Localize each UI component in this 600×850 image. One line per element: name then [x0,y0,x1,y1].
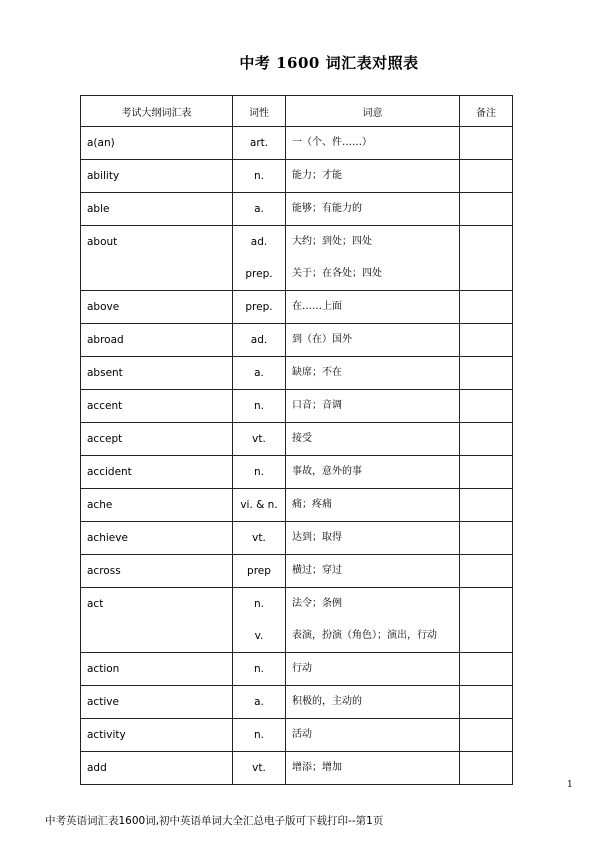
meaning-cell [286,226,460,291]
note-cell [460,752,513,785]
note-cell [460,324,513,357]
meaning-cell [286,752,460,785]
word-cell [81,160,233,193]
table-row [81,357,513,390]
meaning-cell [286,653,460,686]
meaning-text: 法令；条例 [292,598,342,609]
word-text: add [87,762,107,774]
pos-cell [233,160,286,193]
table-row [81,686,513,719]
pos-cell [233,522,286,555]
meaning-text: 缺席；不在 [292,367,342,378]
word-cell [81,357,233,390]
table-row [81,752,513,785]
word-cell [81,456,233,489]
word-text: across [87,565,121,577]
pos-text: vt. [252,433,266,445]
note-cell [460,390,513,423]
header-word: 考试大纲词汇表 [81,96,233,127]
word-text: accident [87,466,132,478]
footer-caption: 中考英语词汇表1600词,初中英语单词大全汇总电子版可下载打印--第1页 [45,815,384,827]
table-row [81,456,513,489]
meaning-text: 能力；才能 [292,170,342,181]
meaning-cell [286,719,460,752]
word-text: activity [87,729,126,741]
note-cell [460,160,513,193]
note-cell [460,686,513,719]
pos-cell [233,423,286,456]
table-row [81,719,513,752]
word-text: accept [87,433,123,445]
word-cell [81,653,233,686]
word-cell [81,588,233,653]
note-cell [460,193,513,226]
note-cell [460,456,513,489]
word-cell [81,193,233,226]
word-cell [81,522,233,555]
meaning-text: 增添；增加 [292,762,342,773]
note-cell [460,423,513,456]
word-text: able [87,203,110,215]
word-cell [81,489,233,522]
pos-cell [233,686,286,719]
word-cell [81,390,233,423]
table-header-row [81,96,513,127]
word-cell [81,686,233,719]
pos-text: prep. [245,268,273,280]
meaning-text: 口音；音调 [292,400,342,411]
meaning-cell [286,423,460,456]
word-cell [81,127,233,160]
pos-text: vi. & n. [240,499,278,511]
word-text: above [87,301,120,313]
word-cell [81,291,233,324]
header-note: 备注 [460,96,513,127]
page-title: 中考 1600 词汇表对照表 [239,54,419,72]
table-row [81,127,513,160]
word-text: ache [87,499,113,511]
meaning-text: 大约；到处；四处 [292,236,372,247]
pos-text: ad. [250,334,268,346]
meaning-text: 关于；在各处；四处 [292,268,382,279]
table-row [81,390,513,423]
pos-cell [233,357,286,390]
table-row [81,653,513,686]
meaning-text: 能够；有能力的 [292,203,362,214]
header-pos: 词性 [233,96,286,127]
pos-cell [233,390,286,423]
pos-text: vt. [252,532,266,544]
meaning-text: 活动 [292,729,312,740]
pos-cell [233,324,286,357]
pos-text: n. [254,466,264,478]
meaning-text: 到（在）国外 [292,334,352,345]
pos-cell [233,226,286,291]
note-cell [460,522,513,555]
meaning-text: 在……上面 [292,301,342,312]
word-text: about [87,236,118,248]
pos-cell [233,193,286,226]
meaning-cell [286,588,460,653]
word-text: accent [87,400,123,412]
note-cell [460,226,513,291]
word-cell [81,752,233,785]
word-text: achieve [87,532,128,544]
word-text: act [87,598,104,610]
pos-text: prep [247,565,271,577]
note-cell [460,719,513,752]
meaning-text: 事故，意外的事 [292,466,362,477]
word-cell [81,226,233,291]
pos-text: a. [254,367,264,379]
table-row [81,193,513,226]
word-text: absent [87,367,123,379]
note-cell [460,653,513,686]
meaning-text: 一（个、件……） [292,137,372,148]
word-cell [81,719,233,752]
pos-text: n. [254,170,264,182]
table-row [81,522,513,555]
meaning-cell [286,160,460,193]
table-row [81,489,513,522]
meaning-cell [286,324,460,357]
vocab-table [80,95,513,785]
meaning-cell [286,390,460,423]
meaning-text: 表演，扮演（角色）；演出，行动 [292,630,437,641]
table-row [81,226,513,291]
pos-cell [233,719,286,752]
pos-cell [233,456,286,489]
meaning-cell [286,686,460,719]
pos-text: a. [254,203,264,215]
table-row [81,555,513,588]
pos-text: ad. [250,236,268,248]
meaning-text: 痛；疼痛 [292,499,332,510]
meaning-cell [286,555,460,588]
pos-cell [233,555,286,588]
word-text: abroad [87,334,124,346]
note-cell [460,489,513,522]
meaning-text: 达到；取得 [292,532,342,543]
meaning-text: 行动 [292,663,312,674]
pos-text: prep. [245,301,273,313]
pos-text: n. [254,598,264,610]
meaning-text: 横过；穿过 [292,565,342,576]
meaning-cell [286,291,460,324]
note-cell [460,291,513,324]
table-row [81,423,513,456]
word-text: action [87,663,120,675]
table-row [81,324,513,357]
pos-cell [233,653,286,686]
table-row [81,160,513,193]
pos-cell [233,588,286,653]
note-cell [460,127,513,160]
pos-text: n. [254,729,264,741]
word-text: ability [87,170,120,182]
pos-cell [233,752,286,785]
meaning-text: 积极的，主动的 [292,696,362,707]
word-text: a(an) [87,137,115,149]
pos-cell [233,291,286,324]
pos-text: n. [254,400,264,412]
word-cell [81,423,233,456]
pos-text: n. [254,663,264,675]
meaning-cell [286,522,460,555]
page-number: 1 [567,780,573,790]
meaning-cell [286,456,460,489]
pos-text: art. [249,137,269,149]
pos-cell [233,127,286,160]
note-cell [460,555,513,588]
header-meaning: 词意 [286,96,460,127]
pos-text: v. [254,630,264,642]
table-row [81,291,513,324]
meaning-cell [286,357,460,390]
meaning-text: 接受 [292,433,312,444]
meaning-cell [286,127,460,160]
pos-cell [233,489,286,522]
meaning-cell [286,193,460,226]
pos-text: vt. [252,762,266,774]
meaning-cell [286,489,460,522]
word-text: active [87,696,119,708]
note-cell [460,588,513,653]
table-row [81,588,513,653]
word-cell [81,555,233,588]
note-cell [460,357,513,390]
pos-text: a. [254,696,264,708]
word-cell [81,324,233,357]
